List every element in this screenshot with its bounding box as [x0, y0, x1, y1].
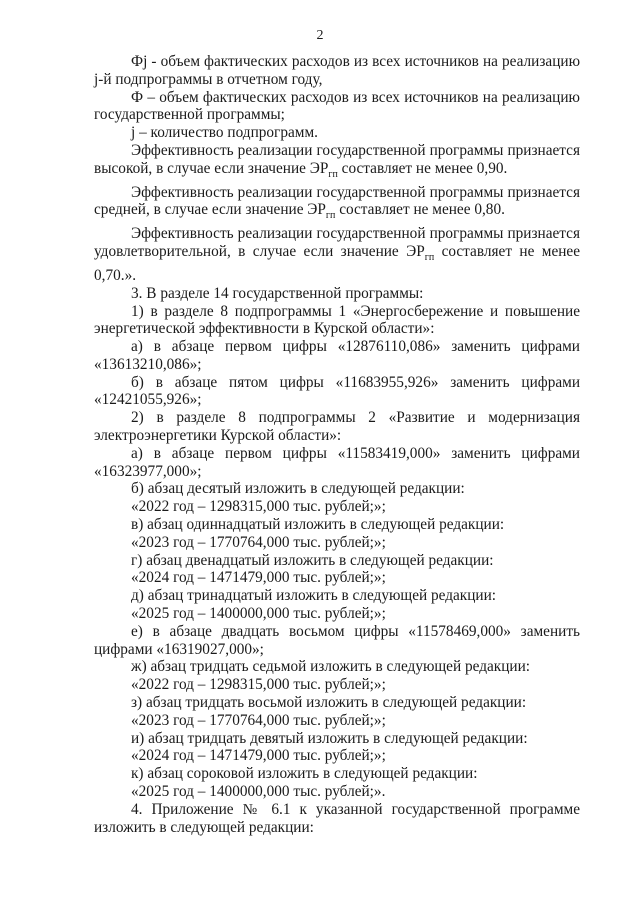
text-line-content: «2023 год – 1770764,000 тыс. рублей;»;	[131, 711, 386, 729]
text-line-content: j-й подпрограммы в отчетном году,	[94, 70, 323, 88]
text-line-content: 1) в разделе 8 подпрограммы 1 «Энергосбережение и повышение	[131, 302, 580, 320]
text-line-content: цифрами «16319027,000»;	[94, 640, 264, 658]
text-line-content: 2) в разделе 8 подпрограммы 2 «Развитие и модернизация	[131, 409, 580, 427]
text-line-content: и) абзац тридцать девятый изложить в следующей редакции:	[131, 729, 528, 747]
text-line	[94, 658, 580, 676]
text-line-content: «2025 год – 1400000,000 тыс. рублей;».	[131, 783, 386, 801]
text-line	[94, 243, 580, 267]
text-line	[94, 303, 580, 321]
text-line-content: Эффективность реализации государственной программы признается	[131, 225, 580, 243]
text-line-content: 3. В разделе 14 государственной программы:	[131, 284, 424, 302]
text-line-content: j – количество подпрограмм.	[131, 124, 318, 142]
subscript-text: гп	[325, 210, 336, 222]
text-line-content: государственной программы;	[94, 106, 285, 124]
text-line	[94, 498, 580, 516]
text-line-content: «2022 год – 1298315,000 тыс. рублей;»;	[131, 676, 386, 694]
text-line	[94, 676, 580, 694]
text-line	[94, 338, 580, 356]
text-line	[94, 160, 580, 184]
text-line	[94, 374, 580, 392]
text-line	[94, 106, 580, 124]
text-line-content: 0,70.».	[94, 266, 137, 284]
text-line	[94, 747, 580, 765]
text-line	[94, 605, 580, 623]
text-line-tail: составляет не менее 0,80.	[335, 201, 505, 219]
text-line	[94, 463, 580, 481]
text-line-content: «2024 год – 1471479,000 тыс. рублей;»;	[131, 569, 386, 587]
text-line-content: «16323977,000»;	[94, 462, 202, 480]
text-line	[94, 730, 580, 748]
text-line	[94, 587, 580, 605]
text-line	[94, 71, 580, 89]
text-line-tail: составляет не менее 0,90.	[337, 159, 508, 177]
text-line-content: е) в абзаце двадцать восьмом цифры «11578469,000» заменить	[131, 622, 580, 640]
page-number: 2	[316, 28, 324, 43]
text-line	[94, 267, 580, 285]
text-line	[94, 783, 580, 801]
text-line-content: высокой, в случае если значение ЭР	[94, 159, 329, 177]
text-line-content: «2022 год – 1298315,000 тыс. рублей;»;	[131, 498, 386, 516]
text-line	[94, 225, 580, 243]
text-line	[94, 534, 580, 552]
text-line-content: з) абзац тридцать восьмой изложить в следующей редакции:	[131, 694, 527, 712]
text-line-content: «2025 год – 1400000,000 тыс. рублей;»;	[131, 605, 386, 623]
text-line	[94, 53, 580, 71]
text-line	[94, 445, 580, 463]
text-line-content: а) в абзаце первом цифры «12876110,086» заменить цифрами	[131, 338, 580, 356]
text-line-content: Эффективность реализации государственной программы признается	[131, 141, 580, 159]
text-line	[94, 569, 580, 587]
text-line	[94, 801, 580, 819]
text-line	[94, 409, 580, 427]
text-line	[94, 516, 580, 534]
text-line	[94, 391, 580, 409]
text-line	[94, 641, 580, 659]
subscript-text: гп	[424, 252, 435, 264]
text-line	[94, 623, 580, 641]
text-line-content: б) в абзаце пятом цифры «11683955,926» заменить цифрами	[131, 373, 580, 391]
text-line-content: ж) абзац тридцать седьмой изложить в следующей редакции:	[131, 658, 531, 676]
text-line-content: д) абзац тринадцатый изложить в следующей редакции:	[131, 587, 497, 605]
text-line-content: 4. Приложение № 6.1 к указанной государственной программе	[131, 800, 580, 818]
text-line	[94, 124, 580, 142]
text-line	[94, 694, 580, 712]
text-line	[94, 142, 580, 160]
text-line	[94, 819, 580, 837]
text-line-content: «13613210,086»;	[94, 355, 202, 373]
text-line	[94, 712, 580, 730]
text-line-content: удовлетворительной, в случае если значение ЭР	[94, 243, 425, 261]
text-line-content: г) абзац двенадцатый изложить в следующей редакции:	[131, 551, 494, 569]
subscript-text: гп	[328, 168, 338, 180]
text-line	[94, 356, 580, 374]
text-line	[94, 201, 580, 225]
text-line-content: энергетической эффективности в Курской области»:	[94, 320, 435, 338]
document-body	[94, 53, 580, 836]
text-line-content: Ф – объем фактических расходов из всех источников на реализацию	[131, 88, 580, 106]
text-line	[94, 552, 580, 570]
text-line-content: к) абзац сороковой изложить в следующей редакции:	[131, 765, 478, 783]
text-line-content: средней, в случае если значение ЭР	[94, 201, 326, 219]
text-line-content: в) абзац одиннадцатый изложить в следующей редакции:	[131, 516, 505, 534]
text-line	[94, 320, 580, 338]
text-line	[94, 480, 580, 498]
text-line-content: а) в абзаце первом цифры «11583419,000» заменить цифрами	[131, 444, 580, 462]
text-line	[94, 765, 580, 783]
text-line-content: электроэнергетики Курской области»:	[94, 427, 342, 445]
text-line-content: б) абзац десятый изложить в следующей редакции:	[131, 480, 465, 498]
text-line-tail: составляет не менее	[434, 243, 580, 261]
text-line-content: «2023 год – 1770764,000 тыс. рублей;»;	[131, 533, 386, 551]
text-line	[94, 184, 580, 202]
text-line	[94, 89, 580, 107]
text-line-content: «2024 год – 1471479,000 тыс. рублей;»;	[131, 747, 386, 765]
text-line-content: Фj - объем фактических расходов из всех источников на реализацию	[131, 53, 580, 70]
text-line	[94, 285, 580, 303]
text-line-content: «12421055,926»;	[94, 391, 202, 409]
text-line-content: Эффективность реализации государственной программы признается	[131, 183, 580, 201]
text-line-content: изложить в следующей редакции:	[94, 818, 314, 836]
text-line	[94, 427, 580, 445]
